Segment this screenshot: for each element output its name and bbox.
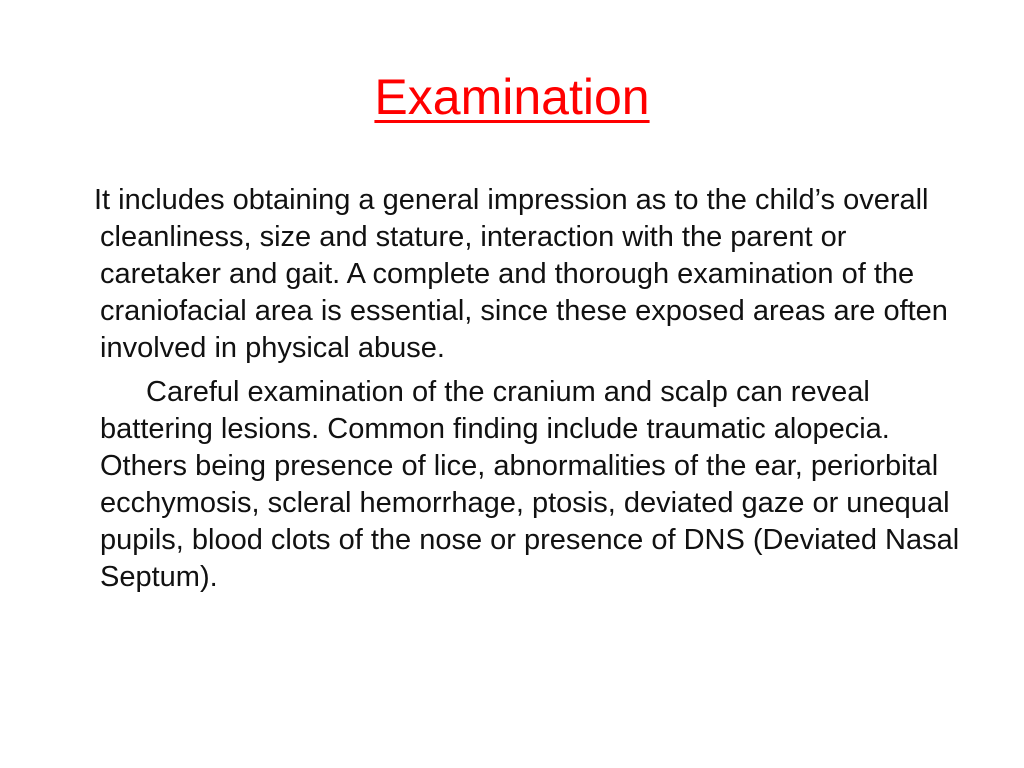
slide-body	[94, 182, 970, 596]
body-paragraph-1: It includes obtaining a general impression as to the child’s overall cleanliness, size and stature, interaction with the parent or caretaker and gait. A complete and thorough examination of the craniofacial area is essential, since these exposed areas are often involved in physical abuse.	[94, 184, 948, 364]
title-container	[0, 62, 1024, 132]
slide-title: Examination	[374, 69, 650, 125]
body-paragraph-2: Careful examination of the cranium and scalp can reveal battering lesions. Common finding include traumatic alopecia. Others being presence of lice, abnormalities of the ear, periorbital ecchymosis, scleral hemorrhage, ptosis, deviated gaze or unequal pupils, blood clots of the nose or presence of DNS (Deviated Nasal Septum).	[100, 376, 960, 593]
